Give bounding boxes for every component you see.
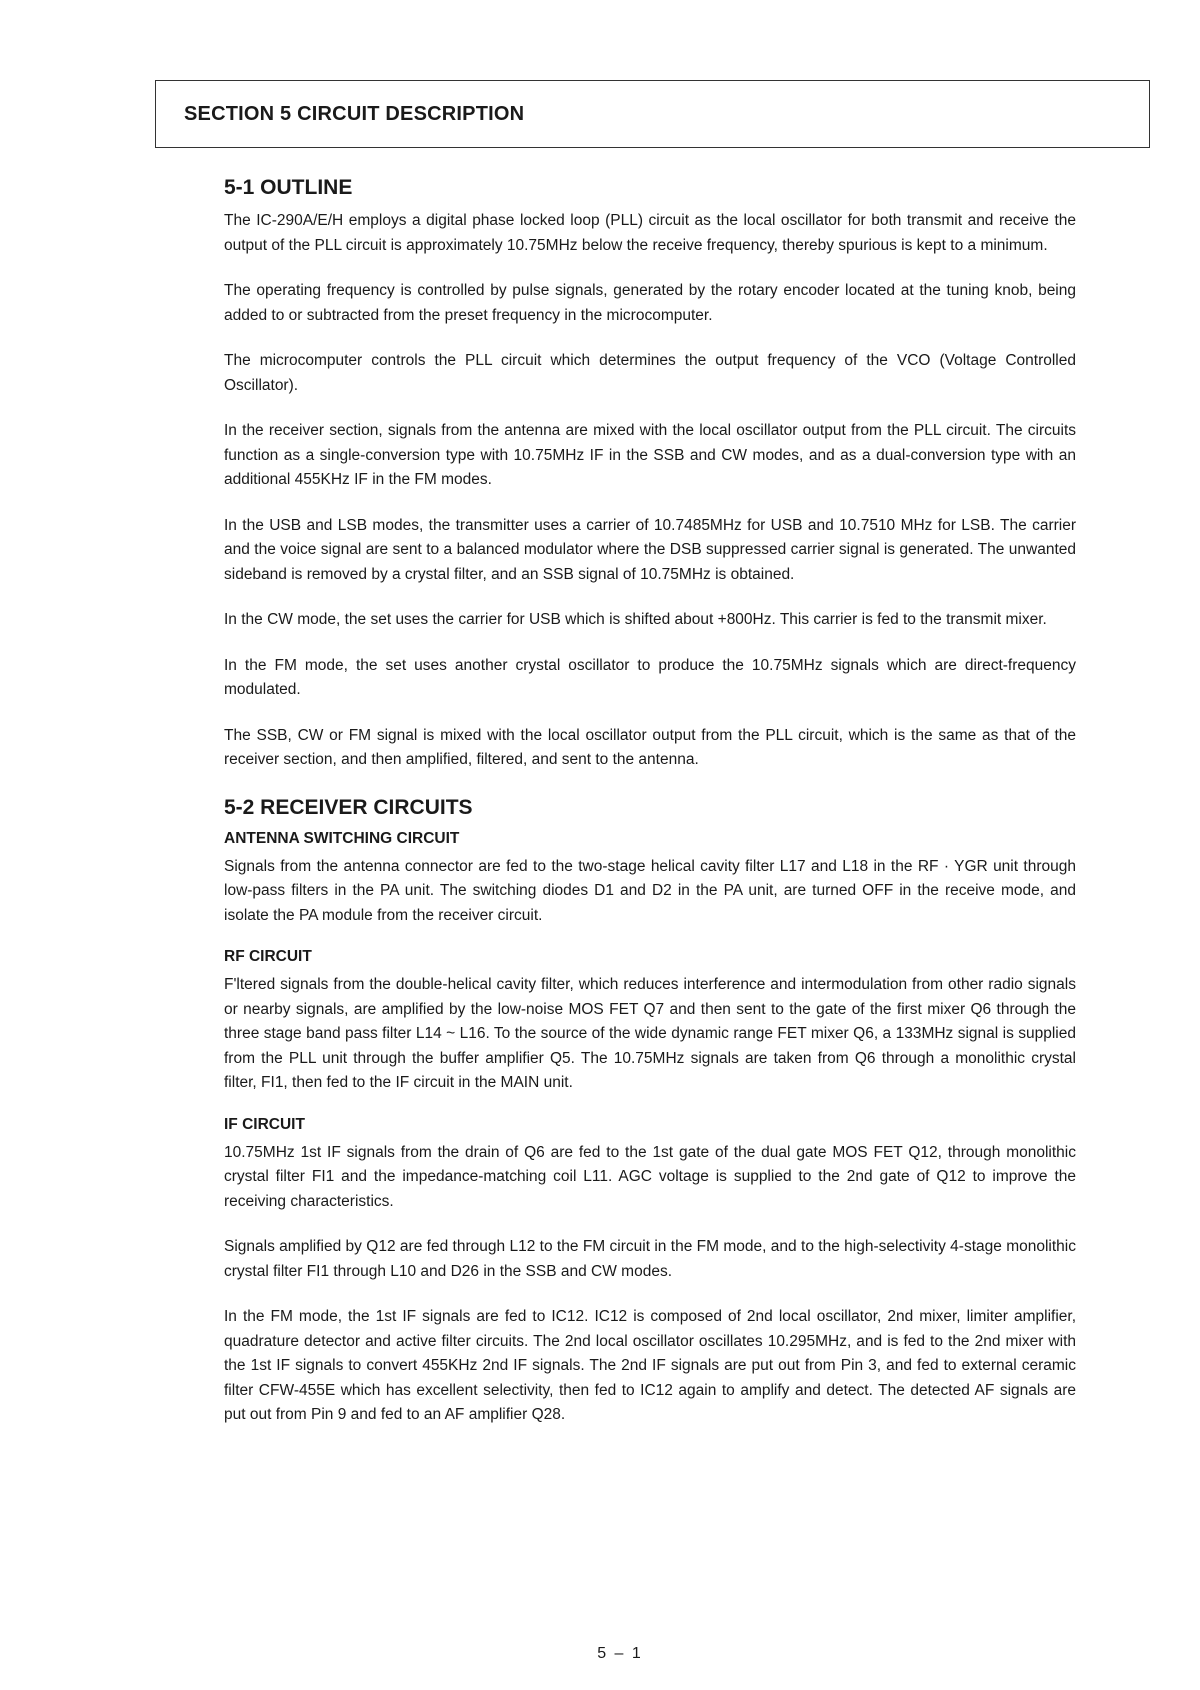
page-number: 5 – 1 [597,1645,643,1662]
rf-circuit-heading: RF CIRCUIT [224,948,312,965]
rf-circuit-paragraph: F'ltered signals from the double-helical cavity filter, which reduces interference and intermodulation from other radio signals or nearby signals, are amplified by the low-noise MOS FET Q7 and then sent to the gate of the first mixer Q6 through the three stage band pass filter L14 ~ L16. To the source of the wide dynamic range FET mixer Q6, a 133MHz signal is supplied from the PLL unit through the buffer amplifier Q5. The 10.75MHz signals are taken from Q6 through a monolithic crystal filter, FI1, then fed to the IF circuit in the MAIN unit. [224,976,1076,1091]
page-content [224,175,1076,1449]
antenna-switching-paragraph: Signals from the antenna connector are fed to the two-stage helical cavity filter L17 and L18 in the RF · YGR unit through low-pass filters in the PA unit. The switching diodes D1 and D2 in the PA unit, are turned OFF in the receive mode, and isolate the PA module from the receiver circuit. [224,857,1076,924]
outline-paragraph: The SSB, CW or FM signal is mixed with the local oscillator output from the PLL circuit, which is the same as that of the receiver section, and then amplified, filtered, and sent to the antenna. [224,726,1076,768]
section-title: SECTION 5 CIRCUIT DESCRIPTION [184,103,525,125]
outline-heading: 5-1 OUTLINE [224,176,353,199]
outline-paragraph: The IC-290A/E/H employs a digital phase locked loop (PLL) circuit as the local oscillator for both transmit and receive the output of the PLL circuit is approximately 10.75MHz below the receive frequency, thereby spurious is kept to a minimum. [224,212,1076,254]
if-circuit-heading: IF CIRCUIT [224,1115,305,1133]
section-header-box [155,80,1150,148]
if-circuit-paragraph: 10.75MHz 1st IF signals from the drain of Q6 are fed to the 1st gate of the dual gate MOS FET Q12, through monolithic crystal filter FI1 and the impedance-matching coil L11. AGC voltage is supplied to the 2nd gate of Q12 to improve the receiving characteristics. [224,1143,1076,1210]
if-circuit-paragraph: Signals amplified by Q12 are fed through L12 to the FM circuit in the FM mode, and to the high-selectivity 4-stage monolithic crystal filter FI1 through L10 and D26 in the SSB and CW modes. [224,1238,1076,1280]
antenna-switching-heading: ANTENNA SWITCHING CIRCUIT [224,829,460,847]
outline-paragraph: The operating frequency is controlled by pulse signals, generated by the rotary encoder located at the tuning knob, being added to or subtracted from the preset frequency in the microcomputer. [224,282,1076,324]
outline-paragraph: In the CW mode, the set uses the carrier for USB which is shifted about +800Hz. This carrier is fed to the transmit mixer. [224,611,1047,628]
outline-paragraph: The microcomputer controls the PLL circuit which determines the output frequency of the VCO (Voltage Controlled Oscillator). [224,352,1076,394]
outline-paragraph: In the receiver section, signals from the antenna are mixed with the local oscillator output from the PLL circuit. The circuits function as a single-conversion type with 10.75MHz IF in the SSB and CW modes, and as a dual-conversion type with an additional 455KHz IF in the FM modes. [224,422,1076,488]
outline-paragraph: In the USB and LSB modes, the transmitter uses a carrier of 10.7485MHz for USB and 10.7510 MHz for LSB. The carrier and the voice signal are sent to a balanced modulator where the DSB suppressed carrier signal is generated. The unwanted sideband is removed by a crystal filter, and an SSB signal of 10.75MHz is obtained. [224,516,1076,583]
outline-paragraph: In the FM mode, the set uses another crystal oscillator to produce the 10.75MHz signals which are direct-frequency modulated. [224,656,1076,698]
receiver-heading: 5-2 RECEIVER CIRCUITS [224,795,473,819]
if-circuit-paragraph: In the FM mode, the 1st IF signals are fed to IC12. IC12 is composed of 2nd local oscillator, 2nd mixer, limiter amplifier, quadrature detector and active filter circuits. The 2nd local oscillator oscillates 10.295MHz, and is fed to the 2nd mixer with the 1st IF signals to convert 455KHz 2nd IF signals. The 2nd IF signals are put out from Pin 3, and fed to external ceramic filter CFW-455E which has excellent selectivity, then fed to IC12 again to amplify and detect. The detected AF signals are put out from Pin 9 and fed to an AF amplifier Q28. [224,1308,1076,1423]
